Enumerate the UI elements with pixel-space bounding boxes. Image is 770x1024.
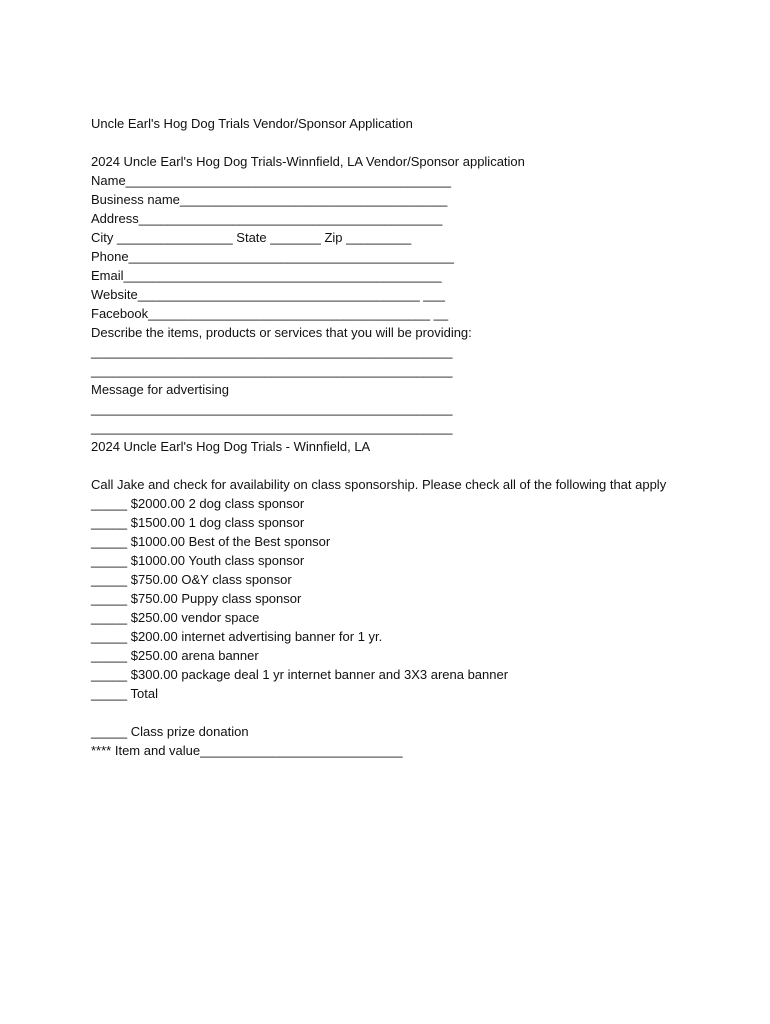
phone-field[interactable]: Phone_____________________________________________ <box>91 249 454 264</box>
option-item[interactable]: _____ $300.00 package deal 1 yr internet banner and 3X3 arena banner <box>91 667 509 682</box>
application-document <box>91 114 671 760</box>
option-item[interactable]: _____ $1500.00 1 dog class sponsor <box>91 515 305 530</box>
option-item[interactable]: _____ $1000.00 Youth class sponsor <box>91 553 305 568</box>
document-title: Uncle Earl's Hog Dog Trials Vendor/Sponsor Application <box>91 116 413 131</box>
city-state-zip-field[interactable]: City ________________ State _______ Zip _________ <box>91 230 412 245</box>
message-line-1[interactable]: __________________________________________________ <box>91 401 453 416</box>
prize-donation-item[interactable]: _____ Class prize donation <box>91 724 249 739</box>
name-field[interactable]: Name_____________________________________________ <box>91 173 452 188</box>
option-item[interactable]: _____ $250.00 arena banner <box>91 648 259 663</box>
option-item[interactable]: _____ $200.00 internet advertising banner for 1 yr. <box>91 629 383 644</box>
option-item[interactable]: _____ $750.00 Puppy class sponsor <box>91 591 302 606</box>
option-item[interactable]: _____ $2000.00 2 dog class sponsor <box>91 496 305 511</box>
describe-line-2[interactable]: __________________________________________________ <box>91 363 453 378</box>
spacer <box>91 703 671 722</box>
message-prompt: Message for advertising <box>91 382 230 397</box>
email-field[interactable]: Email____________________________________________ <box>91 268 442 283</box>
item-value-field[interactable]: **** Item and value____________________________ <box>91 743 403 758</box>
option-item[interactable]: _____ $250.00 vendor space <box>91 610 260 625</box>
website-field[interactable]: Website_______________________________________ ___ <box>91 287 445 302</box>
instructions-text: Call Jake and check for availability on class sponsorship. Please check all of the following that apply <box>91 477 667 492</box>
section-title: 2024 Uncle Earl's Hog Dog Trials - Winnfield, LA <box>91 439 371 454</box>
option-total[interactable]: _____ Total <box>91 686 158 701</box>
describe-prompt: Describe the items, products or services that you will be providing: <box>91 325 472 340</box>
business-name-field[interactable]: Business name_____________________________________ <box>91 192 448 207</box>
facebook-field[interactable]: Facebook_______________________________________ __ <box>91 306 449 321</box>
application-subtitle: 2024 Uncle Earl's Hog Dog Trials-Winnfield, LA Vendor/Sponsor application <box>91 154 525 169</box>
address-field[interactable]: Address__________________________________________ <box>91 211 443 226</box>
spacer <box>91 133 671 152</box>
spacer <box>91 456 671 475</box>
option-item[interactable]: _____ $1000.00 Best of the Best sponsor <box>91 534 331 549</box>
option-item[interactable]: _____ $750.00 O&Y class sponsor <box>91 572 292 587</box>
describe-line-1[interactable]: __________________________________________________ <box>91 344 453 359</box>
message-line-2[interactable]: __________________________________________________ <box>91 420 453 435</box>
